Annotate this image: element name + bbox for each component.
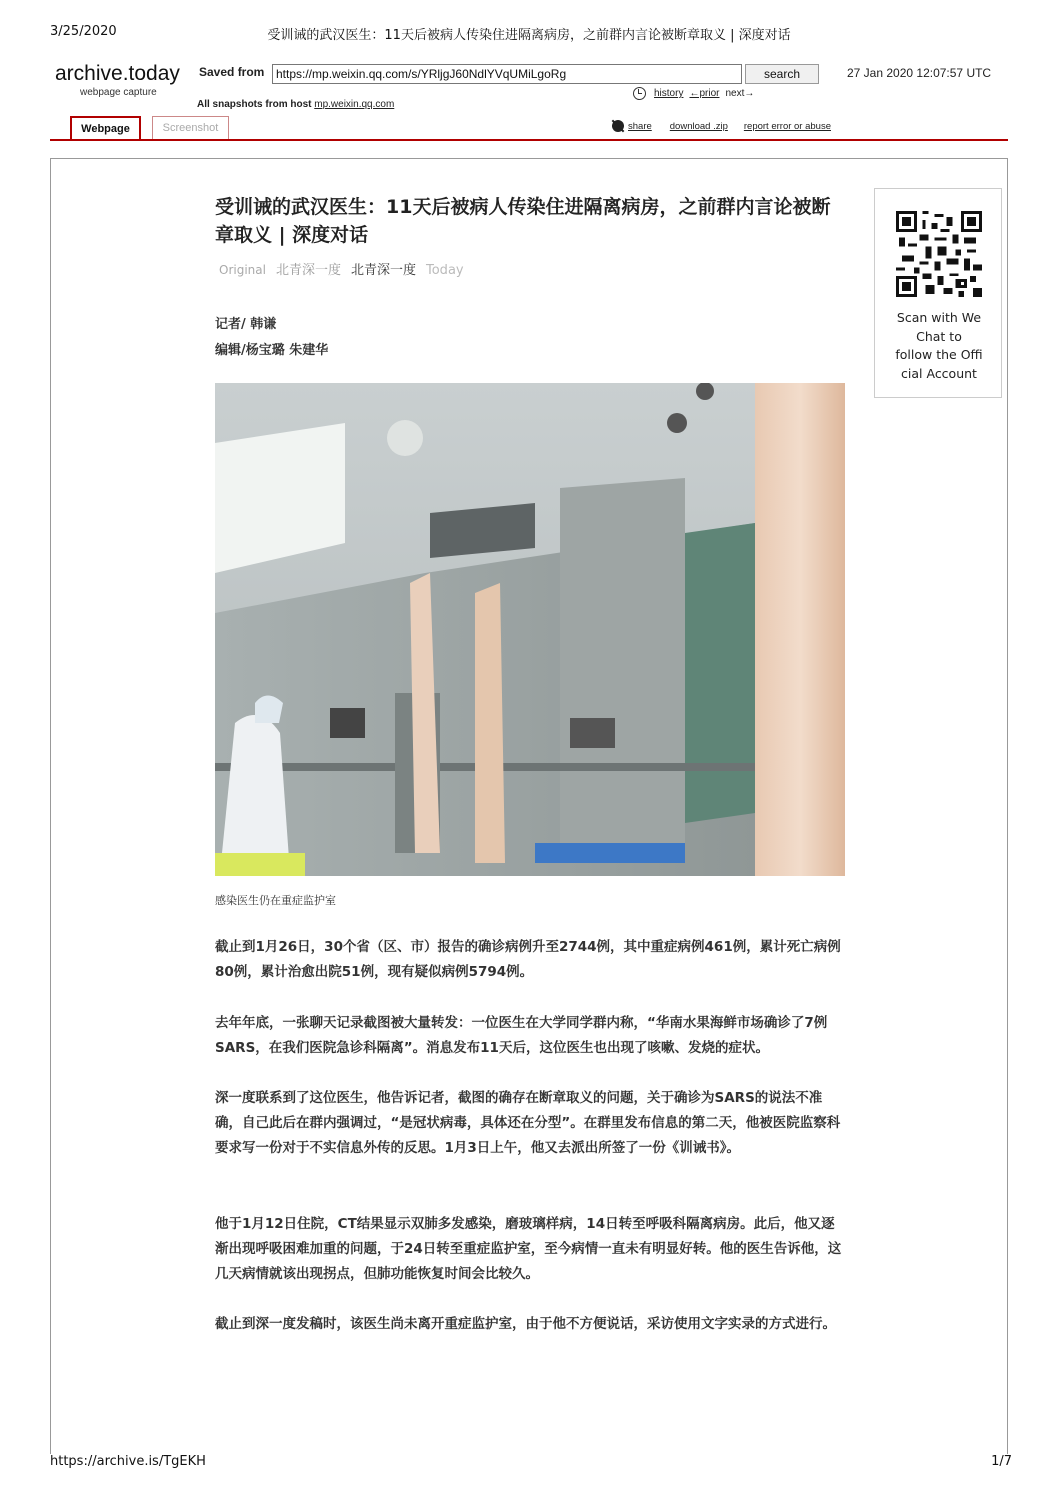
print-header (0, 24, 1058, 44)
article-paragraph: 截止到深一度发稿时，该医生尚未离开重症监护室，由于他不方便说话，采访使用文字实录的方式进行。 (215, 1316, 836, 1332)
qr-line: Scan with We (896, 310, 982, 325)
download-zip-link[interactable]: download .zip (669, 120, 728, 132)
history-nav (633, 87, 754, 100)
tab-screenshot[interactable]: Screenshot (152, 116, 229, 140)
host-link[interactable]: mp.weixin.qq.com (314, 99, 395, 110)
search-button[interactable]: search (745, 64, 819, 84)
archive-tagline: webpage capture (80, 87, 157, 98)
wechat-qr-panel (874, 188, 1002, 398)
qr-line: cial Account (901, 365, 977, 381)
print-footer-url: https://archive.is/TgEKH (50, 1454, 206, 1469)
reporter-credit: 记者/ 韩谦 (215, 317, 277, 332)
prior-link[interactable]: ←prior (689, 88, 720, 99)
qr-instructions (883, 309, 995, 383)
editor-credit: 编辑/杨宝璐 朱建华 (215, 343, 329, 358)
article-meta (219, 259, 464, 278)
article-paragraph: 去年年底，一张聊天记录截图被大量转发：一位医生在大学同学群内称，“华南水果海鲜市场确诊了7例SARS，在我们医院急诊科隔离”。消息发布11天后，这位医生也出现了咳嗽、发烧的症状。 (215, 1015, 828, 1056)
share-icon[interactable] (612, 120, 624, 132)
tab-underline (50, 139, 1008, 141)
article-paragraph: 深一度联系到了这位医生，他告诉记者，截图的确存在断章取义的问题，关于确诊为SARS的说法不准确，自己此后在群内强调过，“是冠状病毒，具体还在分型”。在群里发布信息的第二天，他被医院监察科要求写一份对于不实信息外传的反思。1月3日上午，他又去派出所签了一份《训诫书》。 (215, 1090, 841, 1156)
archive-tools (612, 120, 831, 132)
next-link: next→ (725, 88, 755, 99)
account-link[interactable]: 北青深一度 (350, 263, 416, 278)
print-date: 3/25/2020 (50, 24, 117, 39)
snapshot-date: 27 Jan 2020 12:07:57 UTC (847, 66, 992, 80)
print-page-number: 1/7 (991, 1454, 1012, 1469)
hospital-room-photo (215, 383, 845, 876)
author-name: 北青深一度 (275, 263, 341, 278)
article-paragraph: 截止到1月26日，30个省（区、市）报告的确诊病例升至2744例，其中重症病例461例，累计死亡病例80例，累计治愈出院51例，现有疑似病例5794例。 (215, 939, 841, 980)
history-icon (633, 87, 646, 100)
qr-line: follow the Offi (895, 347, 983, 362)
qr-code-icon (896, 211, 982, 297)
print-title: 受训诫的武汉医生：11天后被病人传染住进隔离病房，之前群内言论被断章取义 | 深度对话 (267, 28, 791, 43)
original-badge: Original (219, 263, 266, 277)
history-link[interactable]: history (654, 88, 684, 99)
article-paragraph: 他于1月12日住院，CT结果显示双肺多发感染，磨玻璃样病，14日转至呼吸科隔离病房。此后，他又逐渐出现呼吸困难加重的问题，于24日转至重症监护室，至今病情一直未有明显好转。他的医生告诉他，这几天病情就该出现拐点，但肺功能恢复时间会比较久。 (215, 1216, 842, 1282)
tab-webpage[interactable]: Webpage (70, 116, 141, 141)
from-host-label: from host (265, 99, 312, 110)
share-link[interactable]: share (628, 120, 652, 132)
report-abuse-link[interactable]: report error or abuse (743, 120, 831, 132)
print-footer (0, 1454, 1058, 1474)
article-photo (215, 383, 845, 876)
article-title: 受训诫的武汉医生：11天后被病人传染住进隔离病房，之前群内言论被断章取义 | 深度对话 (215, 196, 831, 246)
saved-url-input[interactable] (272, 64, 742, 84)
all-snapshots (197, 99, 394, 110)
article-credits (215, 312, 328, 364)
qr-line: Chat to (916, 328, 962, 344)
publish-time: Today (426, 263, 464, 278)
photo-caption: 感染医生仍在重症监护室 (215, 894, 336, 907)
saved-from-label: Saved from (199, 65, 265, 79)
all-snapshots-label: All snapshots (197, 99, 263, 110)
archive-logo[interactable]: archive.today (55, 62, 180, 85)
